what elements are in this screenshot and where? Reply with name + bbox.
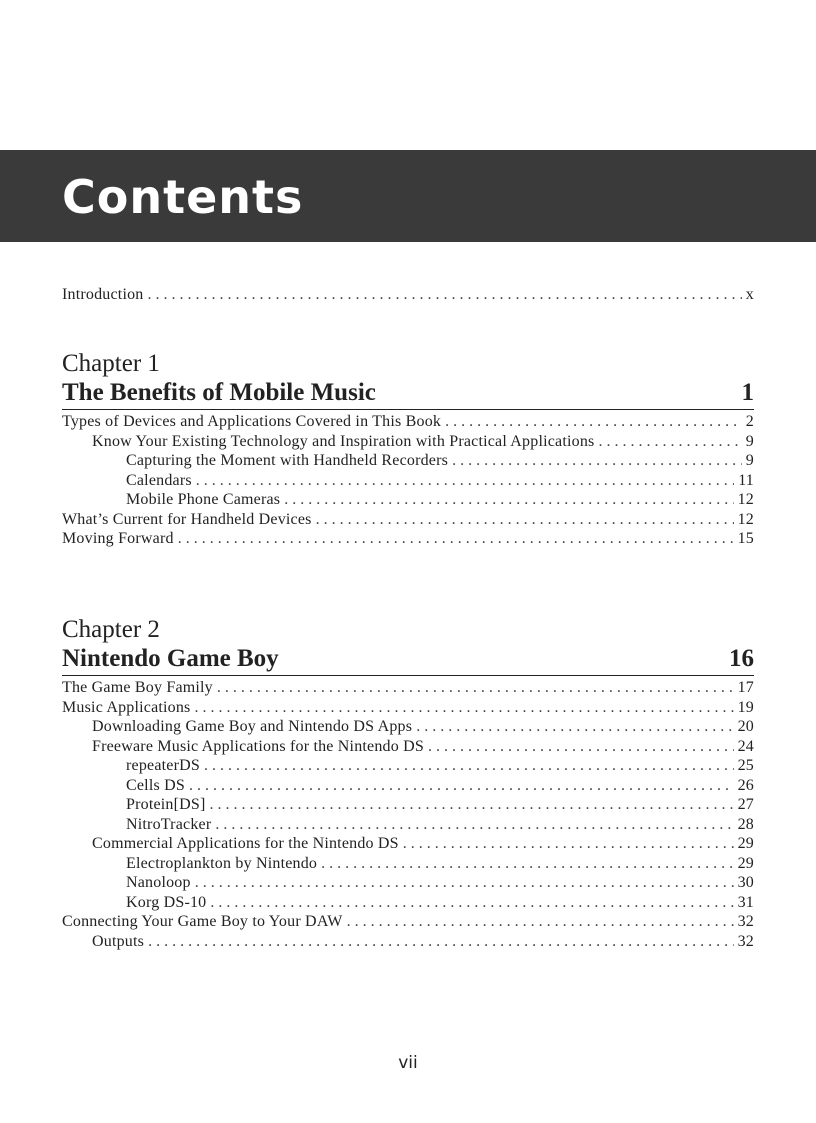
chapter-title: The Benefits of Mobile Music — [62, 379, 376, 406]
leader-dots — [194, 698, 733, 718]
toc-entry[interactable] — [62, 678, 754, 698]
leader-dots — [428, 737, 734, 757]
toc-entry[interactable] — [62, 529, 754, 549]
chapter-page: 1 — [741, 379, 754, 406]
toc-entry[interactable] — [62, 451, 754, 471]
toc-entry-page: 19 — [737, 698, 754, 716]
page-title: Contents — [62, 170, 304, 224]
page-number: vii — [398, 1053, 418, 1073]
toc-entry-title: Downloading Game Boy and Nintendo DS Apps — [92, 718, 413, 735]
toc-entry-page: 30 — [737, 874, 754, 891]
chapter-heading[interactable] — [62, 378, 754, 410]
toc-entry-title: Capturing the Moment with Handheld Recorders — [126, 452, 449, 469]
toc-entry-page: 9 — [745, 432, 754, 450]
toc-entry-page: 29 — [737, 854, 754, 872]
toc-entry-title: repeaterDS — [126, 757, 200, 774]
leader-dots — [416, 717, 733, 737]
leader-dots — [403, 834, 734, 854]
toc-entry-page: 15 — [737, 530, 754, 547]
intro-entry — [62, 285, 754, 305]
toc-entry[interactable] — [62, 873, 754, 893]
chapter-title: Nintendo Game Boy — [62, 645, 279, 672]
leader-dots — [598, 432, 741, 452]
toc-entry[interactable] — [62, 412, 754, 432]
toc-entry[interactable] — [62, 795, 754, 815]
toc-entry-title: Know Your Existing Technology and Inspiration with Practical Applications — [92, 432, 595, 450]
toc-entry-page: 9 — [745, 452, 754, 469]
leader-dots — [148, 285, 742, 305]
toc-entry-title: Mobile Phone Cameras — [126, 491, 281, 508]
toc-entry[interactable] — [62, 912, 754, 932]
toc-entry-title: NitroTracker — [126, 815, 212, 833]
chapter-page: 16 — [729, 645, 754, 672]
toc-entry-title: Types of Devices and Applications Covered in This Book — [62, 413, 442, 430]
leader-dots — [445, 412, 742, 432]
leader-dots — [452, 451, 742, 471]
toc-entry-page: 17 — [737, 679, 754, 696]
toc-entry-page: 32 — [737, 932, 754, 950]
toc-entry-title: Commercial Applications for the Nintendo DS — [92, 835, 399, 852]
toc-entry[interactable] — [62, 471, 754, 491]
leader-dots — [347, 912, 734, 932]
toc-entry[interactable] — [62, 834, 754, 854]
leader-dots — [204, 756, 734, 776]
toc-entry[interactable] — [62, 893, 754, 913]
leader-dots — [215, 815, 733, 835]
toc-entry-page: 26 — [737, 776, 754, 794]
toc-entry-page: 11 — [738, 471, 754, 489]
leader-dots — [148, 932, 734, 952]
toc-entry-title: Korg DS-10 — [126, 893, 207, 911]
toc-entry-title: Connecting Your Game Boy to Your DAW — [62, 913, 343, 930]
toc-entry-page: 28 — [737, 815, 754, 833]
toc-entry-title: What’s Current for Handheld Devices — [62, 510, 312, 528]
chapter-label: Chapter 2 — [62, 616, 160, 643]
toc-entry-title: Electroplankton by Nintendo — [126, 854, 318, 872]
leader-dots — [321, 854, 733, 874]
toc-entry-page: 32 — [737, 913, 754, 930]
toc-entry-page: 2 — [745, 413, 754, 430]
toc-entry-title: Outputs — [92, 932, 145, 950]
leader-dots — [196, 471, 734, 491]
leader-dots — [178, 529, 734, 549]
toc-entry-page: 12 — [737, 491, 754, 508]
toc-entry-page: 12 — [737, 510, 754, 528]
toc-entry-title: Introduction — [62, 286, 144, 303]
toc-entry-title: Cells DS — [126, 776, 185, 794]
leader-dots — [217, 678, 734, 698]
chapter-label: Chapter 1 — [62, 350, 160, 377]
chapter-heading[interactable] — [62, 644, 754, 676]
toc-entry[interactable] — [62, 698, 754, 718]
toc-entry[interactable] — [62, 285, 754, 305]
toc-entry-page: 25 — [737, 757, 754, 774]
toc-entry-title: The Game Boy Family — [62, 679, 213, 696]
toc-entry-title: Nanoloop — [126, 874, 191, 891]
toc-entry-page: x — [745, 286, 754, 303]
toc-entry-page: 29 — [737, 835, 754, 852]
toc-entry[interactable] — [62, 490, 754, 510]
toc-entry[interactable] — [62, 854, 754, 874]
toc-entry-title: Protein[DS] — [126, 796, 206, 813]
toc-entry-title: Moving Forward — [62, 530, 174, 547]
toc-entry[interactable] — [62, 776, 754, 796]
toc-entry-title: Freeware Music Applications for the Nintendo DS — [92, 737, 425, 755]
toc-entry[interactable] — [62, 737, 754, 757]
toc-entry[interactable] — [62, 717, 754, 737]
leader-dots — [210, 795, 734, 815]
toc-entry-title: Calendars — [126, 471, 192, 489]
chapter-2-section — [62, 616, 754, 951]
leader-dots — [316, 510, 734, 530]
toc-entry[interactable] — [62, 932, 754, 952]
toc-entry-page: 31 — [737, 893, 754, 911]
toc-entry-page: 24 — [737, 737, 754, 755]
toc-entry[interactable] — [62, 432, 754, 452]
contents-banner — [0, 150, 816, 242]
leader-dots — [284, 490, 733, 510]
toc-entry-page: 27 — [737, 796, 754, 813]
toc-entry-page: 20 — [737, 718, 754, 735]
leader-dots — [189, 776, 734, 796]
leader-dots — [210, 893, 733, 913]
toc-entry-title: Music Applications — [62, 698, 191, 716]
toc-entry[interactable] — [62, 815, 754, 835]
chapter-1-section — [62, 350, 754, 549]
toc-entry[interactable] — [62, 756, 754, 776]
toc-entry[interactable] — [62, 510, 754, 530]
leader-dots — [195, 873, 734, 893]
